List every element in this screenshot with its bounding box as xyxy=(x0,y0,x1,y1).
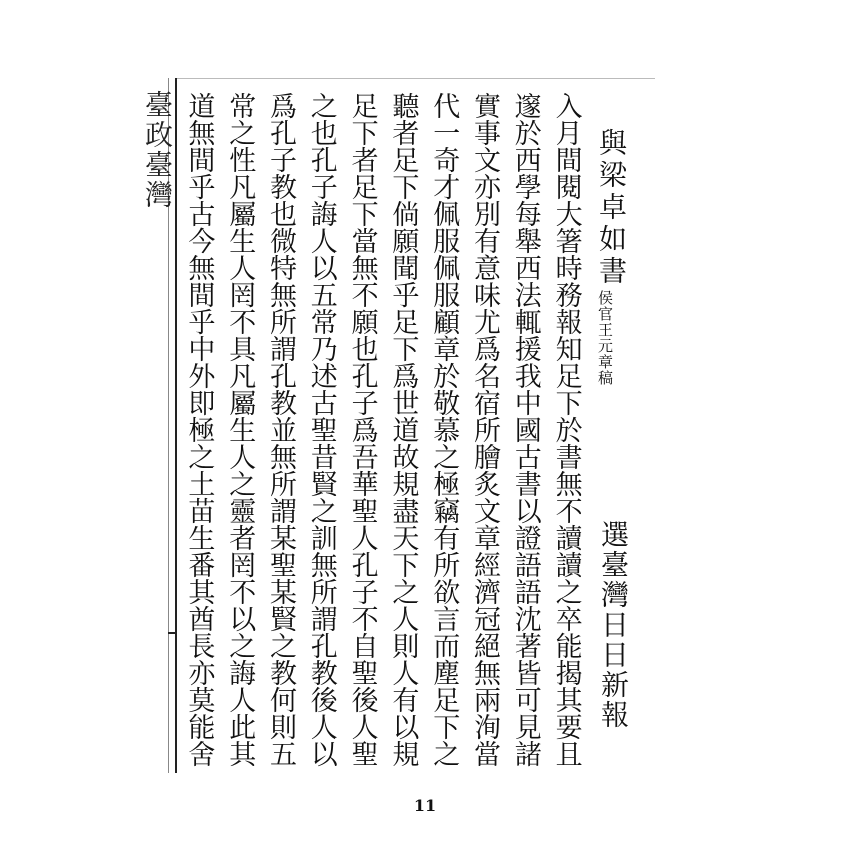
text-column-10: 道無間乎古今無間乎中外即極之土苗生番其酋長亦莫能舍 xyxy=(183,92,215,767)
text-column-8: 爲孔子教也微特無所謂孔教並無所謂某聖某賢之教何則五 xyxy=(265,92,296,767)
text-column-9: 常之性凡屬生人罔不具凡屬生人之靈者罔不以之誨人此其 xyxy=(224,92,256,767)
article-title: 與梁卓如書 xyxy=(595,128,628,288)
margin-rule xyxy=(175,78,177,773)
margin-tick xyxy=(168,632,177,634)
text-column-4: 代一奇才佩服佩服顧章於敬慕之極竊有所欲言而塵足下之 xyxy=(428,92,460,767)
top-rule xyxy=(175,78,655,79)
text-column-7: 之也孔子誨人以五常乃述古聖昔賢之訓無所謂孔教後人以 xyxy=(305,92,337,767)
text-column-2: 邃於西學每舉西法輒援我中國古書以證語語沈著皆可見諸 xyxy=(509,92,541,767)
text-column-6: 足下者足下當無不願也孔子爲吾華聖人孔子不自聖後人聖 xyxy=(346,92,378,767)
article-source: 選臺灣日日新報 xyxy=(597,520,630,730)
text-column-1: 入月間閱大箸時務報知足下於書無不讀讀之卒能揭其要且 xyxy=(550,92,582,767)
margin-book-title: 臺政臺灣 xyxy=(141,90,174,210)
article-author: 侯官王元章稿 xyxy=(596,290,614,386)
text-column-3: 實事文亦別有意味尤爲名宿所膾炙文章經濟冠絕無兩洵當 xyxy=(469,92,500,767)
page-number: 11 xyxy=(413,796,437,815)
text-column-5: 聽者足下倘願聞乎足下爲世道故規盡天下之人則人有以規 xyxy=(387,92,419,767)
